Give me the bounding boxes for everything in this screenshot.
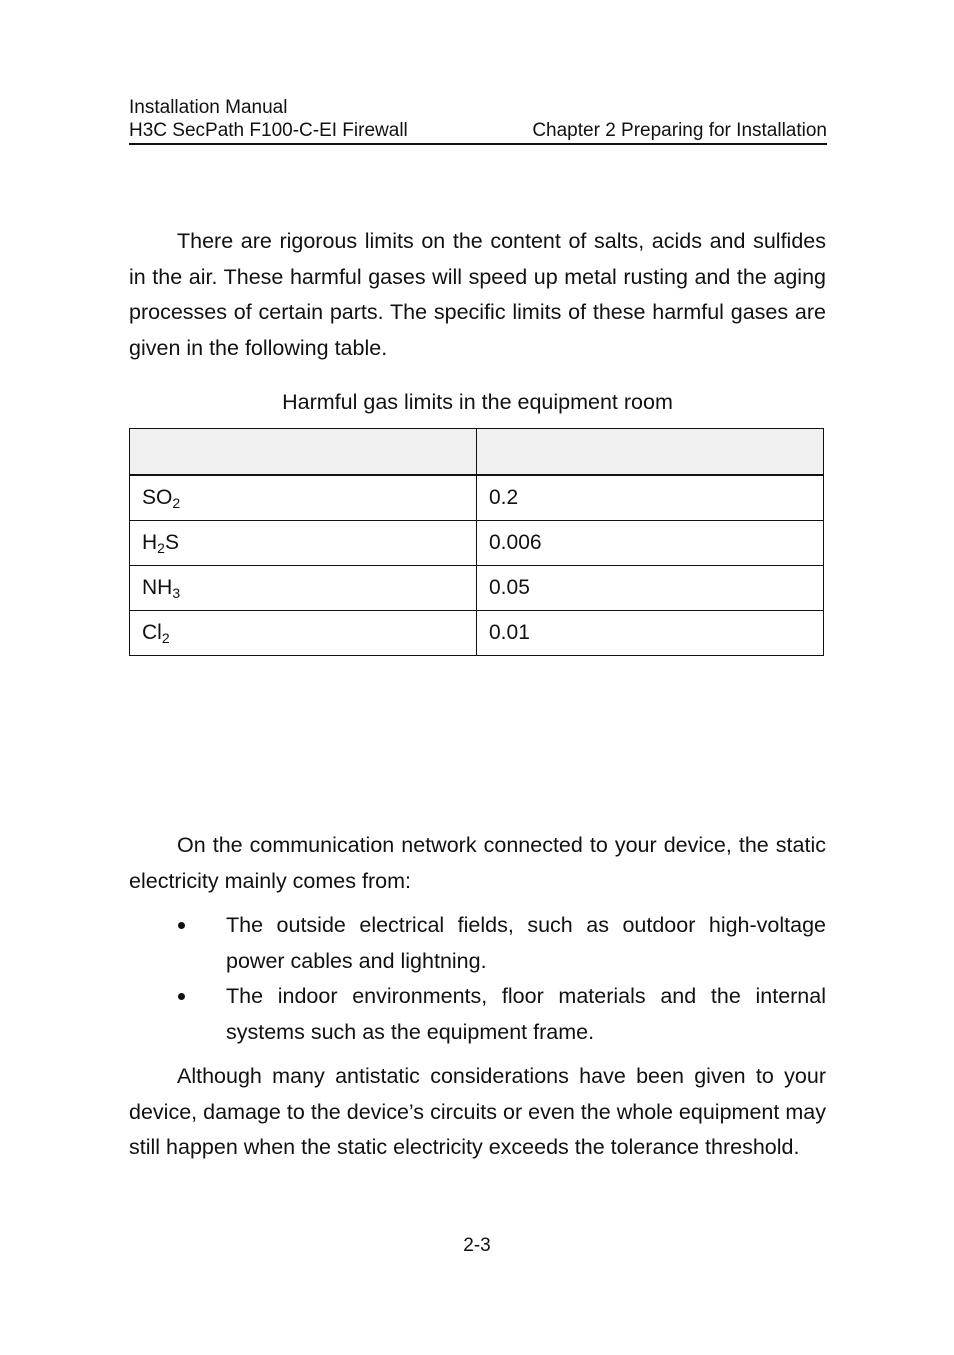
table-header-row [130, 429, 824, 476]
list-item [129, 979, 826, 1050]
product-name: H3C SecPath F100-C-EI Firewall [129, 120, 408, 141]
table-header-cell [477, 429, 824, 476]
table-row [130, 566, 824, 611]
bullet-dot-icon [129, 908, 226, 979]
gas-name-cell: $SO_2$ [130, 475, 477, 521]
table-row [130, 521, 824, 566]
static-paragraph: On the communication network connected to your device, the static electricity mainly comes from: [129, 833, 826, 893]
table-caption: Harmful gas limits in the equipment room [282, 390, 673, 414]
page-number: 2-3 [463, 1235, 491, 1256]
chapter-title: Chapter 2 Preparing for Installation [532, 120, 827, 141]
page-header [129, 97, 827, 145]
bullet-dot-icon [129, 979, 226, 1050]
list-item-text: The indoor environments, floor materials and the internal systems such as the equipment frame. [226, 984, 826, 1044]
gas-limit-cell: 0.2 [477, 475, 824, 521]
table-header-cell [130, 429, 477, 476]
intro-paragraph: There are rigorous limits on the content of salts, acids and sulfides in the air. These harmful gases will speed up metal rusting and the aging processes of certain parts. The specific limits of these harmful gases are given in the following table. [129, 229, 826, 360]
list-item [129, 908, 826, 979]
static-sources-list [129, 908, 826, 1050]
gas-limit-cell: 0.006 [477, 521, 824, 566]
gas-name-cell: $Cl_2$ [130, 611, 477, 656]
table-row [130, 611, 824, 656]
closing-paragraph: Although many antistatic considerations have been given to your device, damage to the device’s circuits or even the whole equipment may still happen when the static electricity exceeds the tolerance threshold. [129, 1064, 826, 1159]
gas-limit-cell: 0.05 [477, 566, 824, 611]
manual-title: Installation Manual [129, 97, 288, 118]
harmful-gas-table [129, 428, 824, 656]
gas-limit-cell: 0.01 [477, 611, 824, 656]
list-item-text: The outside electrical fields, such as outdoor high-voltage power cables and lightning. [226, 913, 826, 973]
gas-name-cell: $H_2S$ [130, 521, 477, 566]
table-row [130, 475, 824, 521]
gas-name-cell: $NH_3$ [130, 566, 477, 611]
